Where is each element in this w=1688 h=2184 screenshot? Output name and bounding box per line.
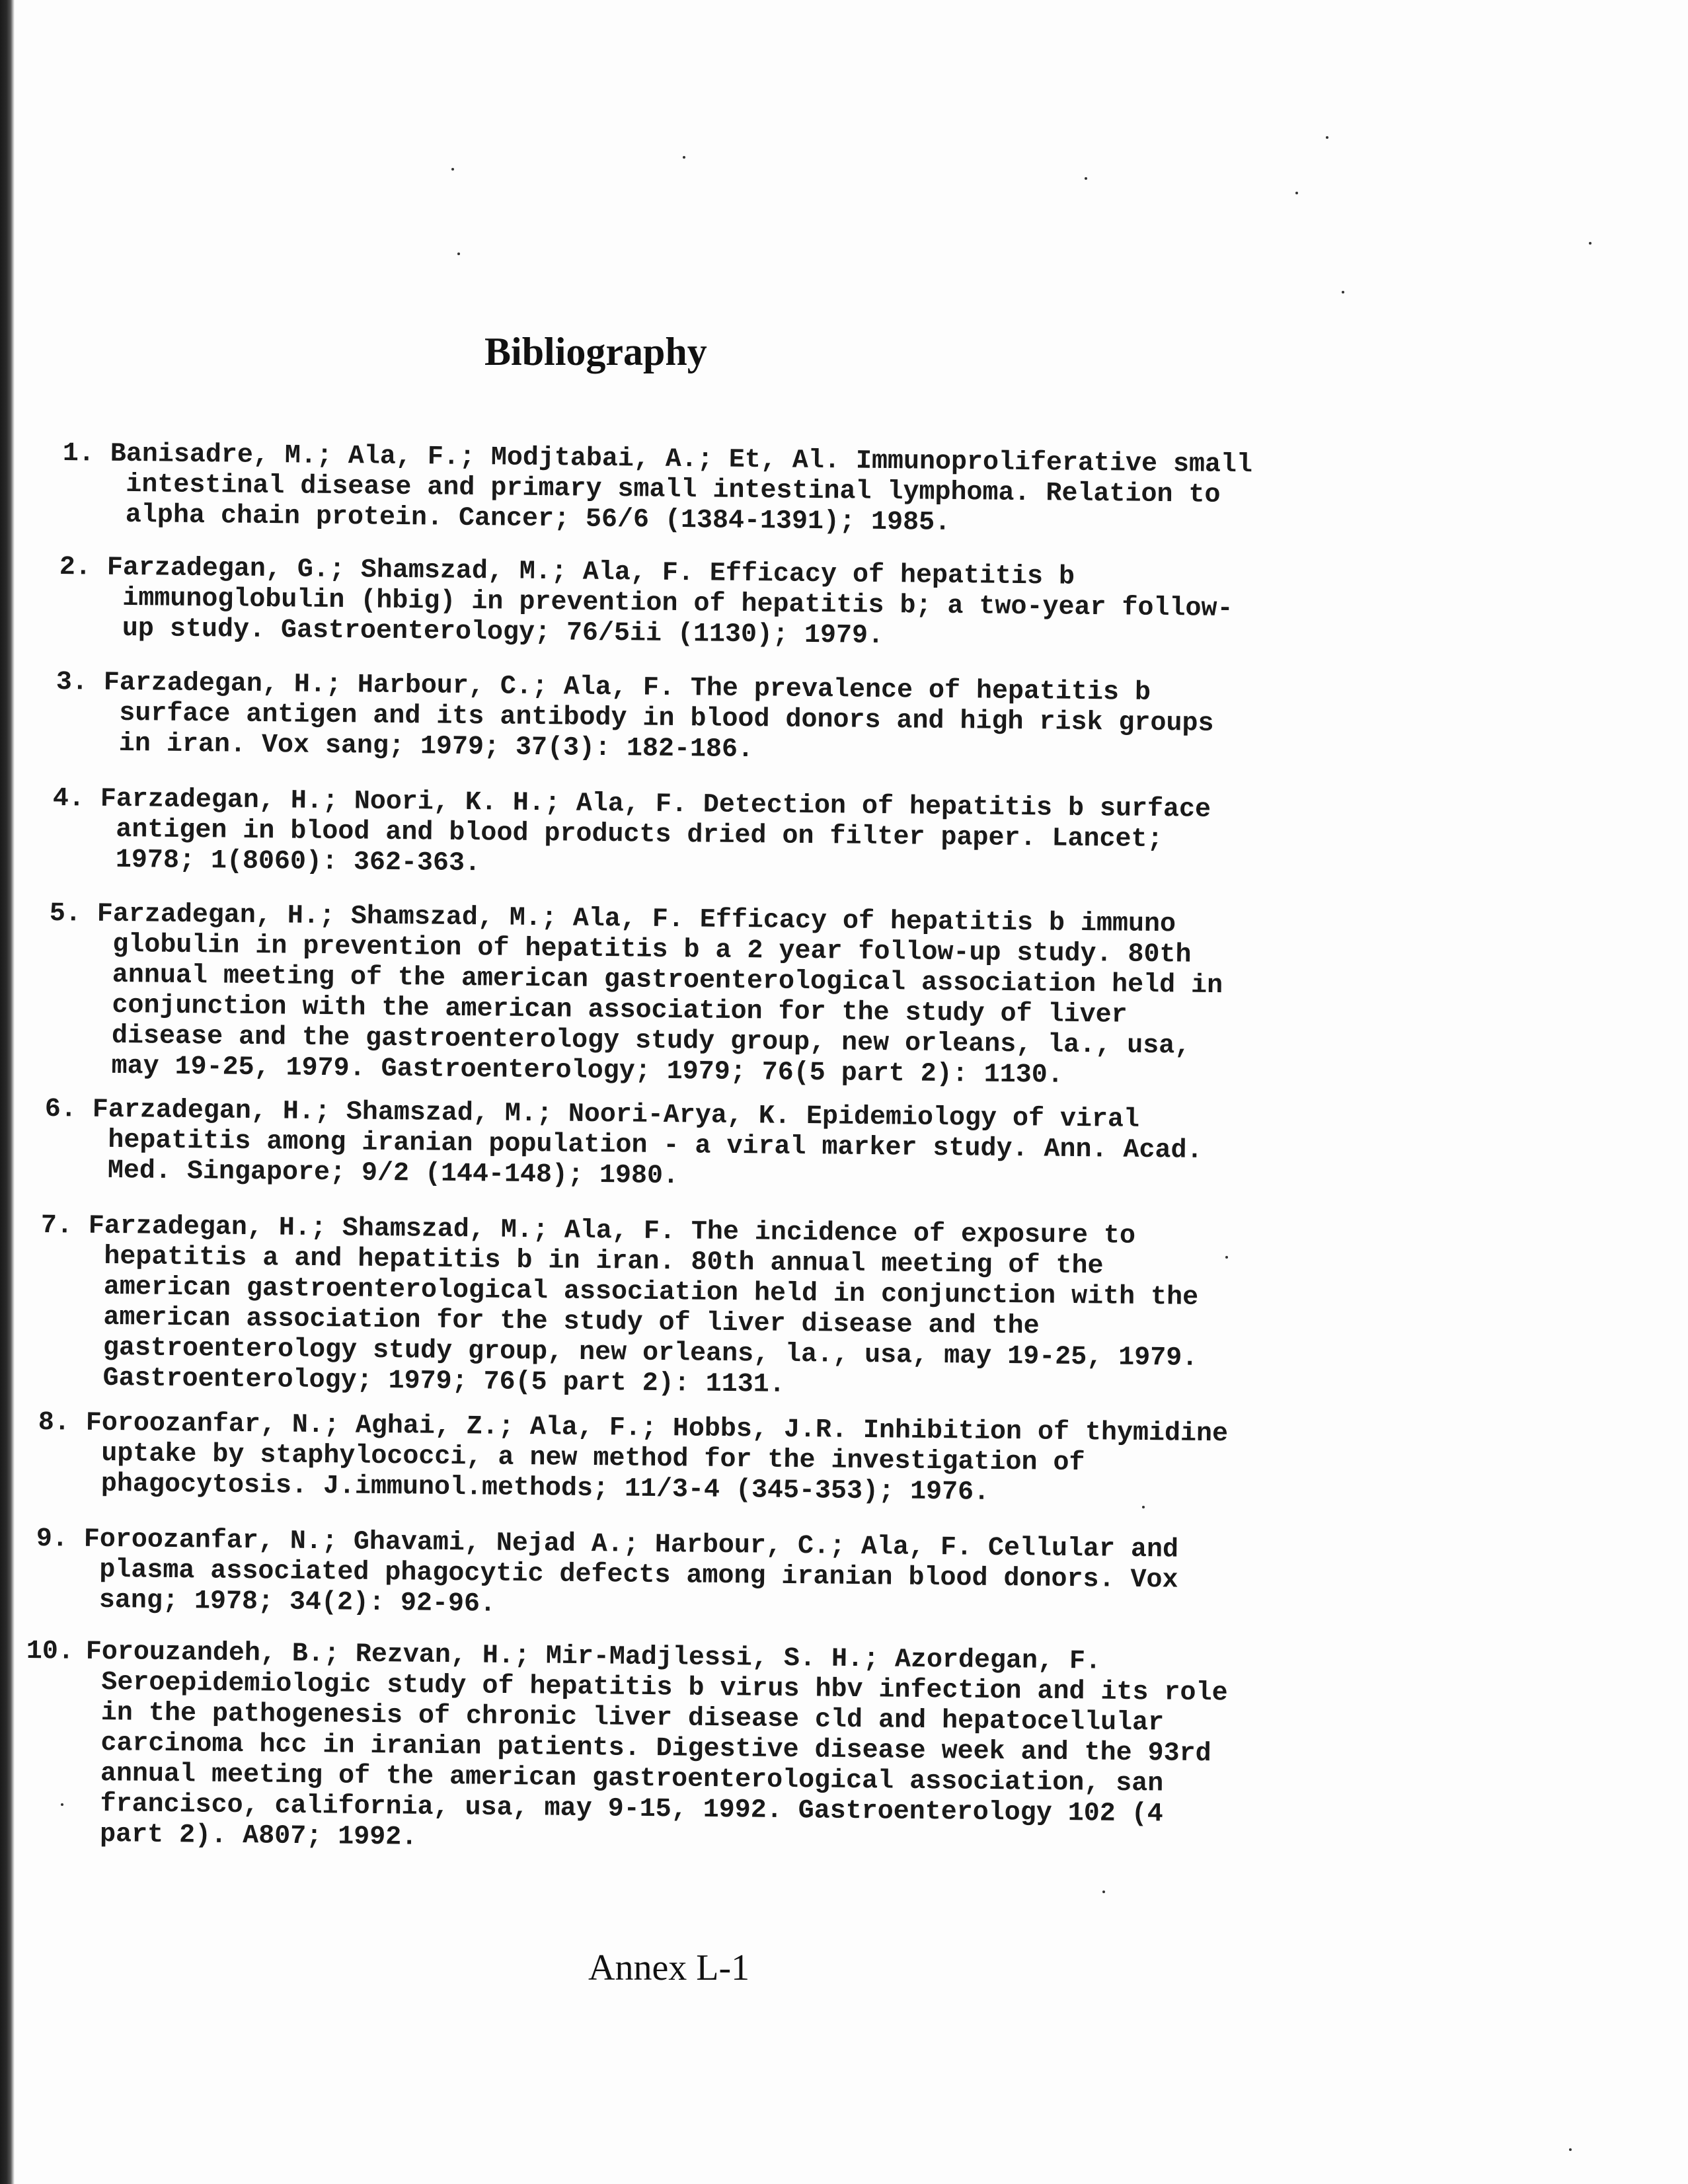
reference-line: globulin in prevention of hepatitis b a 2 year follow-up study. 80th [112, 929, 1192, 970]
reference-line: american gastroenterological association held in conjunction with the [103, 1272, 1199, 1313]
reference-line: annual meeting of the american gastroenterological association, san [100, 1759, 1164, 1799]
scan-speck [1085, 177, 1087, 180]
reference-number: 9. [36, 1524, 69, 1555]
reference-line: Gastroenterology; 1979; 76(5 part 2): 1131. [102, 1363, 785, 1400]
reference-line: conjunction with the american association for the study of liver [112, 990, 1128, 1031]
reference-line: surface antigen and its antibody in blood donors and high risk groups [119, 698, 1214, 739]
scan-speck [1142, 1506, 1145, 1508]
reference-number: 2. [59, 553, 92, 583]
reference-line: carcinoma hcc in iranian patients. Digestive disease week and the 93rd [100, 1729, 1211, 1770]
page-title: Bibliography [484, 330, 707, 373]
reference-line: hepatitis among iranian population - a viral marker study. Ann. Acad. [108, 1125, 1203, 1166]
reference-line: sang; 1978; 34(2): 92-96. [98, 1585, 496, 1619]
scan-speck [61, 1803, 63, 1806]
reference-number: 6. [44, 1095, 77, 1125]
reference-line: Med. Singapore; 9/2 (144-148); 1980. [107, 1155, 679, 1192]
scan-speck [1225, 1256, 1228, 1259]
reference-number: 1. [62, 439, 95, 469]
reference-line: Farzadegan, G.; Shamszad, M.; Ala, F. Efficacy of hepatitis b [106, 553, 1075, 592]
reference-line: Forouzandeh, B.; Rezvan, H.; Mir-Madjlessi, S. H.; Azordegan, F. [85, 1637, 1102, 1677]
reference-line: immunoglobulin (hbig) in prevention of hepatitis b; a two-year follow- [122, 583, 1233, 625]
reference-number: 10. [26, 1637, 75, 1667]
reference-number: 7. [40, 1211, 73, 1241]
scan-speck [1589, 242, 1592, 245]
reference-line: plasma associated phagocytic defects among iranian blood donors. Vox [99, 1555, 1178, 1596]
reference-line: uptake by staphylococci, a new method for the investigation of [101, 1438, 1085, 1479]
reference-line: hepatitis a and hepatitis b in iran. 80th annual meeting of the [104, 1241, 1104, 1282]
scan-speck [1569, 2148, 1572, 2151]
scan-speck [1326, 136, 1328, 139]
reference-line: annual meeting of the american gastroenterological association held in [112, 960, 1223, 1001]
scan-speck [451, 168, 454, 171]
reference-line: may 19-25, 1979. Gastroenterology; 1979; 76(5 part 2): 1130. [111, 1051, 1063, 1091]
scan-speck [1102, 1891, 1105, 1893]
reference-line: 1978; 1(8060): 362-363. [115, 845, 481, 879]
reference-line: francisco, california, usa, may 9-15, 1992. Gastroenterology 102 (4 [100, 1789, 1163, 1830]
reference-line: in iran. Vox sang; 1979; 37(3): 182-186. [118, 728, 754, 765]
reference-number: 3. [56, 668, 89, 698]
reference-line: disease and the gastroenterology study group, new orleans, la., usa, [111, 1021, 1191, 1062]
reference-line: Banisadre, M.; Ala, F.; Modjtabai, A.; Et, Al. Immunoproliferative small [110, 439, 1253, 481]
reference-line: Seroepidemiologic study of hepatitis b virus hbv infection and its role [101, 1668, 1228, 1709]
reference-line: in the pathogenesis of chronic liver disease cld and hepatocellular [100, 1698, 1165, 1738]
reference-number: 4. [52, 784, 85, 814]
scan-speck [683, 156, 685, 159]
reference-line: part 2). A807; 1992. [99, 1820, 418, 1853]
reference-line: phagocytosis. J.immunol.methods; 11/3-4 (345-353); 1976. [100, 1469, 990, 1508]
reference-line: antigen in blood and blood products dried on filter paper. Lancet; [116, 814, 1163, 855]
scan-speck [1295, 192, 1298, 194]
reference-line: alpha chain protein. Cancer; 56/6 (1384-1391); 1985. [125, 500, 951, 538]
reference-line: Farzadegan, H.; Noori, K. H.; Ala, F. Detection of hepatitis b surface [100, 784, 1211, 825]
reference-line: american association for the study of liver disease and the [103, 1302, 1040, 1342]
reference-line: Farzadegan, H.; Shamszad, M.; Noori-Arya, K. Epidemiology of viral [92, 1095, 1140, 1135]
reference-line: Farzadegan, H.; Harbour, C.; Ala, F. The prevalence of hepatitis b [103, 668, 1151, 708]
reference-line: gastroenterology study group, new orleans, la., usa, may 19-25, 1979. [102, 1333, 1198, 1374]
page-footer: Annex L-1 [588, 1947, 750, 1988]
reference-line: Foroozanfar, N.; Ghavami, Nejad A.; Harbour, C.; Ala, F. Cellular and [83, 1524, 1179, 1565]
reference-line: intestinal disease and primary small intestinal lymphoma. Relation to [126, 469, 1221, 510]
reference-line: Farzadegan, H.; Shamszad, M.; Ala, F. Efficacy of hepatitis b immuno [96, 899, 1176, 940]
reference-line: Farzadegan, H.; Shamszad, M.; Ala, F. The incidence of exposure to [88, 1211, 1136, 1251]
reference-line: Foroozanfar, N.; Aghai, Z.; Ala, F.; Hobbs, J.R. Inhibition of thymidine [85, 1408, 1229, 1450]
scan-speck [1342, 291, 1344, 293]
scan-speck [457, 253, 460, 255]
reference-number: 8. [38, 1408, 71, 1438]
reference-number: 5. [49, 899, 82, 929]
reference-line: up study. Gastroenterology; 76/5ii (1130); 1979. [122, 613, 884, 651]
